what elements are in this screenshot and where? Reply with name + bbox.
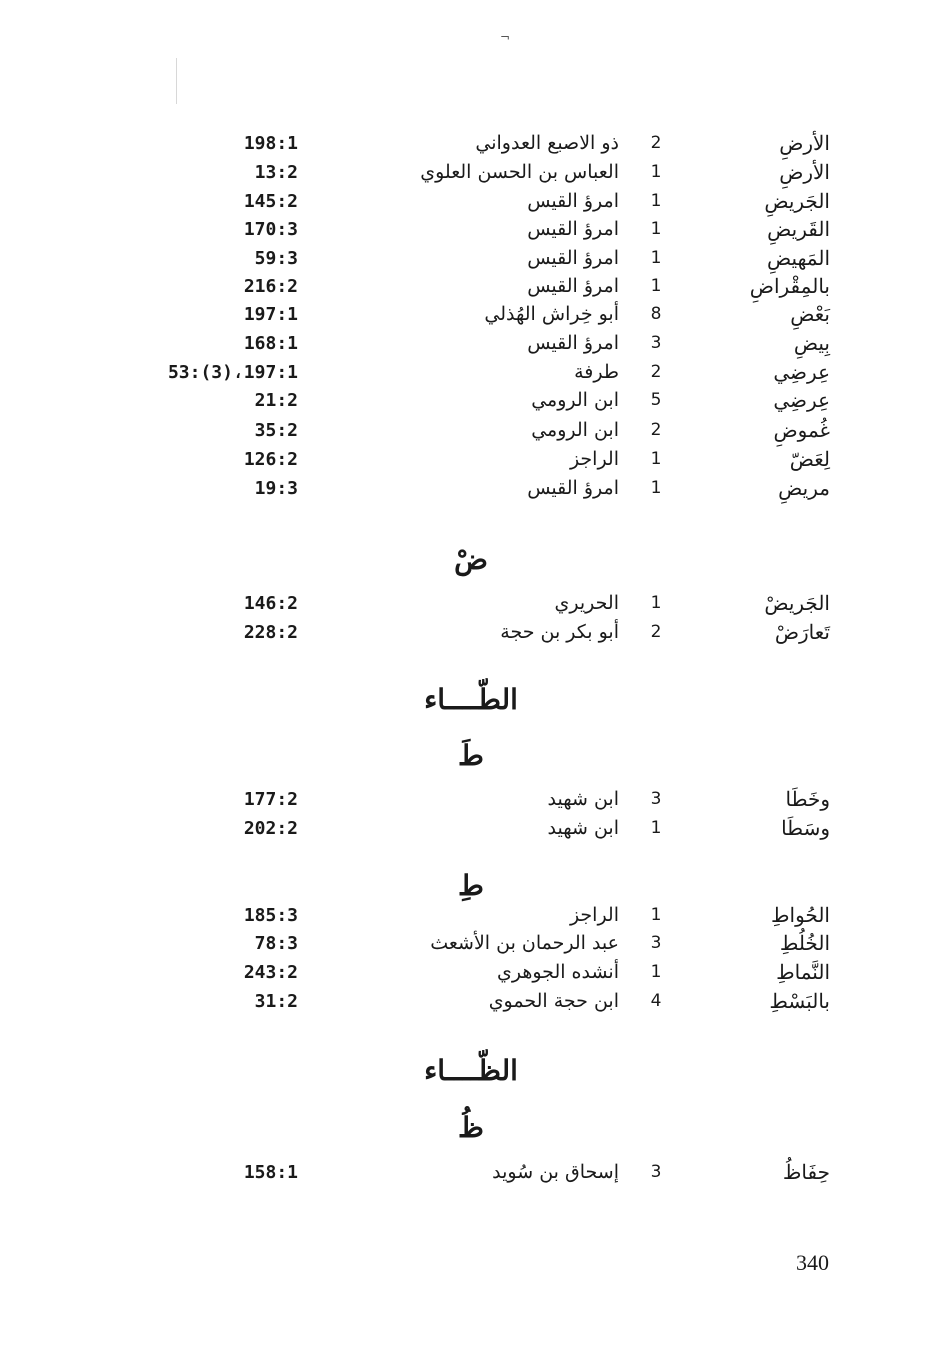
rhyme-word: المَهيضِ — [767, 246, 830, 270]
index-row — [0, 386, 942, 415]
index-row — [0, 329, 942, 358]
index-row — [0, 215, 942, 244]
poet-name: إسحاق بن سُويد — [492, 1161, 619, 1183]
poet-name: امرؤ القيس — [527, 218, 619, 240]
rhyme-word: الحُواطِ — [771, 903, 830, 927]
poet-name: امرؤ القيس — [527, 477, 619, 499]
verse-count: 3 — [650, 333, 662, 353]
page-reference: 168:1 — [243, 333, 298, 354]
index-row — [0, 474, 942, 503]
poet-name: الراجز — [569, 448, 619, 470]
poet-name: امرؤ القيس — [527, 247, 619, 269]
rhyme-word: وسَطَا — [781, 816, 830, 840]
rhyme-word: الخُلُطِ — [779, 931, 830, 955]
poet-name: امرؤ القيس — [527, 190, 619, 212]
index-row — [0, 187, 942, 216]
verse-count: 1 — [650, 962, 662, 982]
verse-count: 3 — [650, 1162, 662, 1182]
page-reference: 35:2 — [254, 420, 298, 441]
page-reference: 145:2 — [243, 191, 298, 212]
verse-count: 1 — [650, 276, 662, 296]
verse-count: 1 — [650, 191, 662, 211]
page-reference: 198:1 — [243, 133, 298, 154]
chapter-heading: الظّــــاء — [424, 1054, 518, 1087]
verse-count: 1 — [650, 248, 662, 268]
verse-count: 1 — [650, 818, 662, 838]
rhyme-word: بَعْضِ — [790, 302, 830, 326]
verse-count: 5 — [650, 390, 662, 410]
verse-count: 2 — [650, 133, 662, 153]
page-reference: 243:2 — [243, 962, 298, 983]
poet-name: الراجز — [569, 904, 619, 926]
index-row — [0, 445, 942, 474]
rhyme-word: النَّماطِ — [776, 960, 830, 984]
rhyme-heading: طَ — [458, 739, 484, 772]
page-reference: 59:3 — [254, 248, 298, 269]
page-reference: 177:2 — [243, 789, 298, 810]
verse-count: 4 — [650, 991, 662, 1011]
index-row — [0, 272, 942, 301]
index-row — [0, 785, 942, 814]
poet-name: ابن شهيد — [547, 817, 619, 839]
rhyme-heading: طِ — [458, 869, 484, 902]
poet-name: أنشده الجوهري — [496, 961, 619, 983]
page-reference: 202:2 — [243, 818, 298, 839]
poet-name: أبو خِراش الهُذلي — [484, 303, 619, 325]
rhyme-word: الأرضِ — [779, 131, 830, 155]
rhyme-word: القَريضِ — [767, 217, 830, 241]
index-row — [0, 129, 942, 158]
verse-count: 2 — [650, 420, 662, 440]
rhyme-word: الجَريضِ — [764, 189, 830, 213]
verse-count: 3 — [650, 789, 662, 809]
rhyme-word: عِرضِي — [773, 360, 830, 384]
page-reference: 53:(3)،197:1 — [167, 362, 298, 383]
rhyme-word: الجَريضْ — [764, 591, 830, 615]
verse-count: 1 — [650, 219, 662, 239]
page-reference: 31:2 — [254, 991, 298, 1012]
poet-name: أبو بكر بن حجة — [500, 621, 619, 643]
poet-name: امرؤ القيس — [527, 275, 619, 297]
poet-name: ابن الرومي — [531, 419, 619, 441]
index-row — [0, 1158, 942, 1187]
rhyme-word: غُموضِ — [773, 418, 830, 442]
rhyme-word: عِرضِي — [773, 388, 830, 412]
poet-name: ابن شهيد — [547, 788, 619, 810]
index-row — [0, 416, 942, 445]
index-row — [0, 618, 942, 647]
verse-count: 3 — [650, 933, 662, 953]
rhyme-word: حِفَاظُ — [782, 1160, 830, 1184]
index-row — [0, 158, 942, 187]
poet-name: طرفة — [574, 361, 619, 383]
verse-count: 1 — [650, 593, 662, 613]
page-reference: 158:1 — [243, 1162, 298, 1183]
page-reference: 228:2 — [243, 622, 298, 643]
rhyme-word: تَعارَضْ — [774, 620, 830, 644]
poet-name: الحريري — [554, 592, 619, 614]
poet-name: امرؤ القيس — [527, 332, 619, 354]
rhyme-word: بالبَسْطِ — [769, 989, 830, 1013]
page-reference: 185:3 — [243, 905, 298, 926]
rhyme-word: وخَطَا — [785, 787, 830, 811]
verse-count: 1 — [650, 162, 662, 182]
rhyme-word: مريضِ — [778, 476, 830, 500]
page-reference: 197:1 — [243, 304, 298, 325]
index-row — [0, 958, 942, 987]
verse-count: 1 — [650, 905, 662, 925]
rhyme-word: الأرضِ — [779, 160, 830, 184]
poet-name: ذو الاصبع العدواني — [475, 132, 619, 154]
scan-line — [176, 58, 177, 104]
index-row — [0, 901, 942, 930]
index-row — [0, 929, 942, 958]
page-reference: 146:2 — [243, 593, 298, 614]
index-row — [0, 358, 942, 387]
chapter-heading: الطّــــاء — [424, 683, 518, 716]
verse-count: 1 — [650, 478, 662, 498]
poet-name: ابن الرومي — [531, 389, 619, 411]
rhyme-word: بِيضِ — [793, 331, 830, 355]
index-row — [0, 589, 942, 618]
verse-count: 1 — [650, 449, 662, 469]
page-reference: 170:3 — [243, 219, 298, 240]
top-mark: ¬ — [500, 30, 511, 44]
index-row — [0, 987, 942, 1016]
verse-count: 2 — [650, 622, 662, 642]
rhyme-heading: ضْ — [454, 543, 488, 576]
page-reference: 13:2 — [254, 162, 298, 183]
page-number: 340 — [796, 1250, 829, 1275]
verse-count: 8 — [650, 304, 662, 324]
poet-name: العباس بن الحسن العلوي — [420, 161, 619, 183]
poet-name: عبد الرحمان بن الأشعث — [430, 932, 619, 954]
poet-name: ابن حجة الحموي — [488, 990, 619, 1012]
page-reference: 216:2 — [243, 276, 298, 297]
page-reference: 78:3 — [254, 933, 298, 954]
page-reference: 19:3 — [254, 478, 298, 499]
index-row — [0, 244, 942, 273]
rhyme-heading: ظُ — [458, 1111, 484, 1144]
index-row — [0, 814, 942, 843]
rhyme-word: لِعَضّ — [789, 447, 830, 471]
index-row — [0, 300, 942, 329]
verse-count: 2 — [650, 362, 662, 382]
page-reference: 21:2 — [254, 390, 298, 411]
page-reference: 126:2 — [243, 449, 298, 470]
rhyme-word: بالمِقْراضِ — [749, 274, 830, 298]
